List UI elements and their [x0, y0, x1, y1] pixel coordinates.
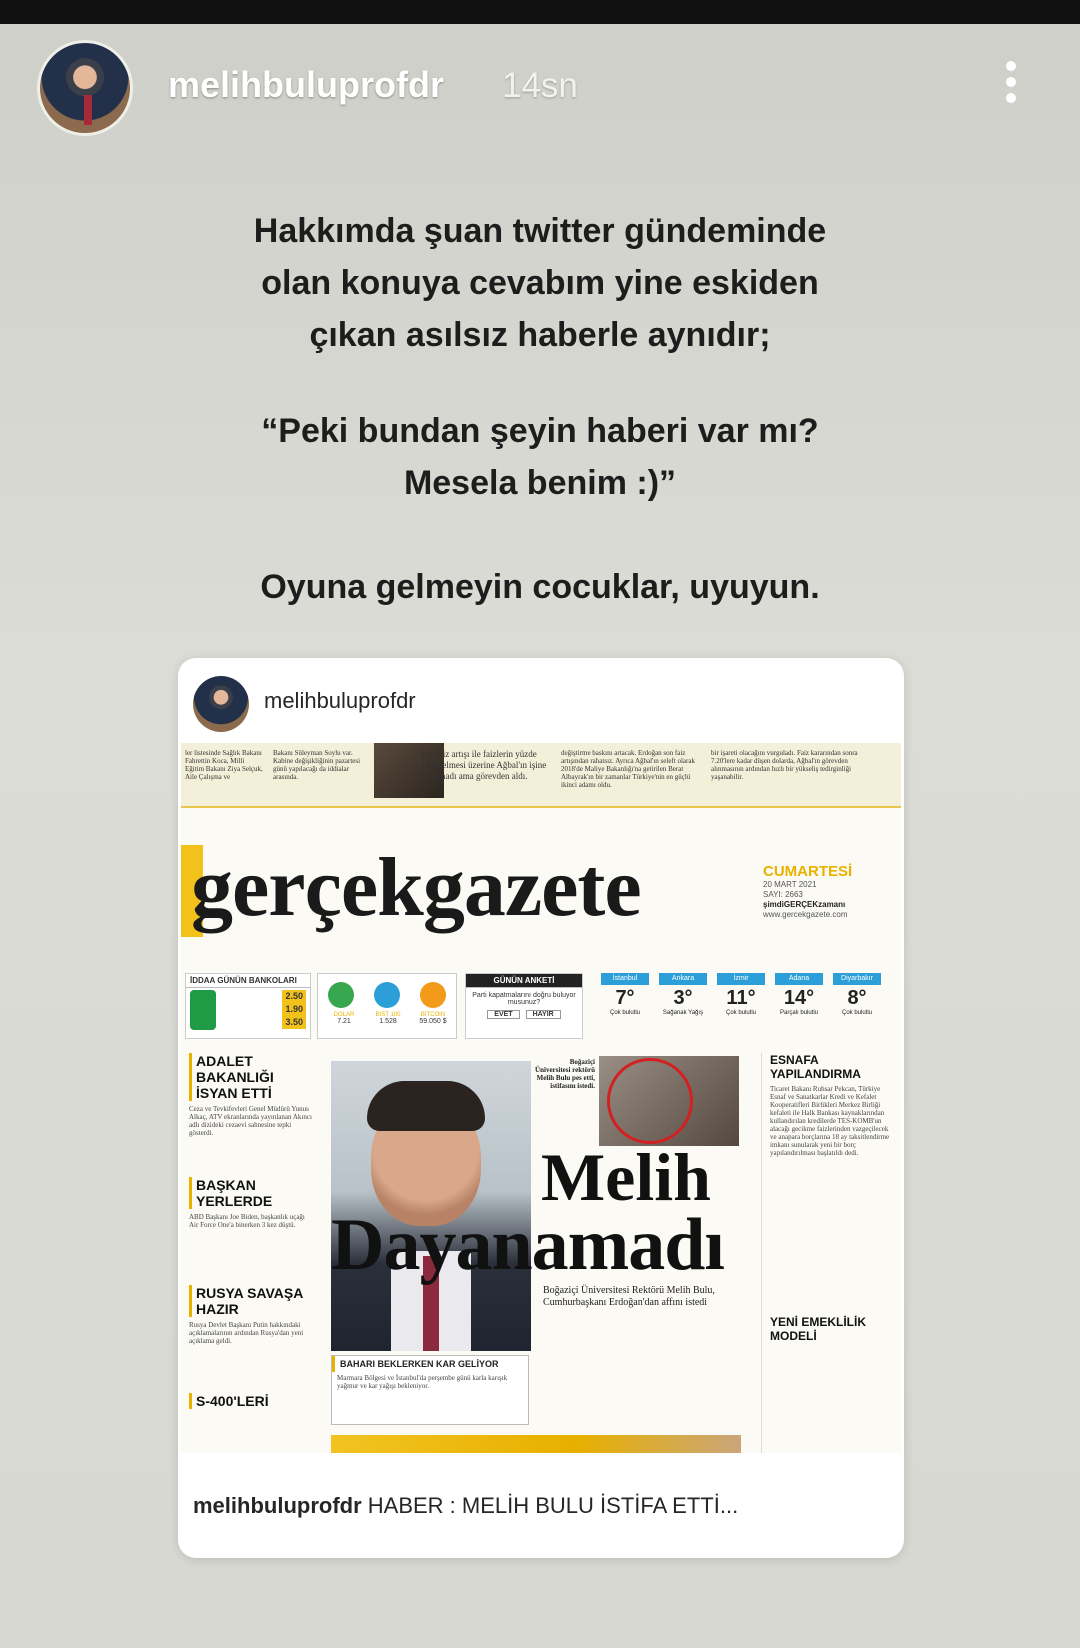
headline-melih: Melih	[541, 1139, 711, 1215]
headline-sub: Boğaziçi Üniversitesi Rektörü Melih Bulu, Cumhurbaşkanı Erdoğan'dan affını istedi	[543, 1285, 715, 1308]
story-username[interactable]: melihbuluprofdr	[168, 64, 444, 105]
caption-text: HABER : MELİH BULU İSTİFA ETTİ...	[361, 1493, 739, 1518]
newspaper-right-column: ESNAFA YAPILANDIRMA Ticaret Bakanı Ruhsar Pekcan, Türkiye Esnaf ve Sanatkarlar Kredi ve Kefalet Kooperatifleri Birlikleri Merkez Birliği kefaleti ile Halk Bankası kaynaklarından kullandırılan kredilerde TES-KOMB'un alacağı gecikme faizlerinden vazgeçilecek ve anapara borçlarına 18 ay taksitlendirme imkanı sunularak yeni bir borç yapılandırılması başlatıldı dedi. YENİ EMEKLİLİK MODELİ	[761, 1053, 893, 1453]
newspaper-inset-photo	[599, 1056, 739, 1146]
headline-dayanamadi: Dayanamadı	[331, 1204, 724, 1286]
markets-box: DOLAR 7.21 BIST 100 1.528 BITCOIN 59.050 $	[317, 973, 457, 1039]
status-bar	[0, 0, 1080, 24]
masthead-issue: SAYI: 2663	[763, 890, 803, 899]
top-strip-text: son faiz artışı ile faizlerin yüzde 19'a gelmesi üzerine Ağbal'ın işine karışmadı ama görevden aldı.	[421, 749, 547, 781]
weather-istanbul: İstanbul 7° Çok bulutlu	[601, 973, 649, 1039]
story-text-line: Oyuna gelmeyin cocuklar, uyuyun.	[260, 568, 820, 606]
post-avatar[interactable]	[193, 676, 249, 732]
poll-box: GÜNÜN ANKETİ Parti kapatmalarını doğru buluyor musunuz? EVET HAYIR	[465, 973, 583, 1039]
masthead-title: gerçekgazete	[191, 841, 641, 934]
newspaper-image	[181, 743, 901, 1453]
masthead-slogan: şimdiGERÇEKzamanı	[763, 900, 846, 909]
weather-diyarbakir: Diyarbakır 8° Çok bulutlu	[833, 973, 881, 1039]
story-text-line: Hakkımda şuan twitter gündeminde	[253, 212, 827, 250]
story-text-line: çıkan asılsız haberle aynıdır;	[309, 316, 771, 354]
masthead-day: CUMARTESİ	[763, 863, 853, 880]
post-caption[interactable]	[193, 1493, 738, 1519]
story-header	[0, 24, 1080, 154]
caption-username[interactable]: melihbuluprofdr	[193, 1493, 362, 1518]
story-text-line: “Peki bundan şeyin haberi var mı?	[261, 412, 819, 450]
newspaper-left-column: ADALET BAKANLIĞI İSYAN ETTİ Ceza ve Tevkifevleri Genel Müdürü Yunus Alkaç, ATV ekranlarında yayınlanan Akıncı adlı dizideki cezaevi sahnesine tepki gösterdi. BAŞKAN YERLERDE ABD Başkanı Joe Biden, başkanlık uçağı Air Force One'a binerken 3 kez düştü. RUSYA SAVAŞA HAZIR Rusya Devlet Başkanı Putin hakkındaki açıklamalarının ardından Rusya'dan yeni açıklama geldi. S-400'LERİ	[189, 1053, 314, 1453]
newspaper-bottom-bar	[331, 1435, 741, 1453]
story-avatar[interactable]	[37, 40, 133, 136]
shared-post-card[interactable]	[178, 658, 904, 1558]
story-timestamp: 14sn	[502, 66, 578, 105]
newspaper-masthead	[181, 831, 901, 951]
masthead-date: 20 MART 2021	[763, 880, 817, 889]
story-text-line: Mesela benim :)”	[403, 464, 677, 502]
weather-izmir: İzmir 11° Çok bulutlu	[717, 973, 765, 1039]
bahari-box: BAHARI BEKLERKEN KAR GELİYOR Marmara Bölgesi ve İstanbul'da perşembe günü karla karışık yağmur ve kar yağışı bekleniyor.	[331, 1355, 529, 1425]
masthead-site: www.gercekgazete.com	[763, 910, 848, 919]
story-text-line: olan konuya cevabım yine eskiden	[261, 264, 819, 302]
post-username[interactable]: melihbuluprofdr	[264, 688, 416, 713]
weather-ankara: Ankara 3° Sağanak Yağış	[659, 973, 707, 1039]
photo-caption: Boğaziçi Üniversitesi rektörü Melih Bulu pes etti, istifasını istedi.	[535, 1058, 595, 1090]
more-options-icon[interactable]	[996, 56, 1026, 116]
weather-adana: Adana 14° Parçalı bulutlu	[775, 973, 823, 1039]
newspaper-top-strip: ler listesinde Sağlık Bakanı Fahrettin Koca, Milli Eğitim Bakanı Ziya Selçuk, Aile Çalışma ve Bakanı Süleyman Soylu var. Kabine değişikliğinin pazartesi günü yapılacağı da iddialar arasında. son faiz artışı ile faizlerin yüzde 19'a gelmesi üzerine Ağbal'ın işine karışmadı ama görevden aldı. değiştirme baskını artacak. Erdoğan son faiz artışından rahatsız. Ayrıca Ağbal'ın seleft olarak 2018'de Maliye Bakanlığı'na getirilen Berat Albayrak'ın bir zamanlar Türkiye'nin en güçlü ikinci adamı oldu. bir işareti olacağını vurguladı. Faiz kararından sonra 7.20'lere kadar düşen dolarda, Ağbal'ın görevden alınmasının ardından hızlı bir yükseliş tedirginliği yaşanabilir.	[181, 743, 901, 808]
iddaa-box: İDDAA GÜNÜN BANKOLARI 2.50 1.90 3.50	[185, 973, 311, 1039]
newspaper-info-row	[181, 973, 901, 1043]
